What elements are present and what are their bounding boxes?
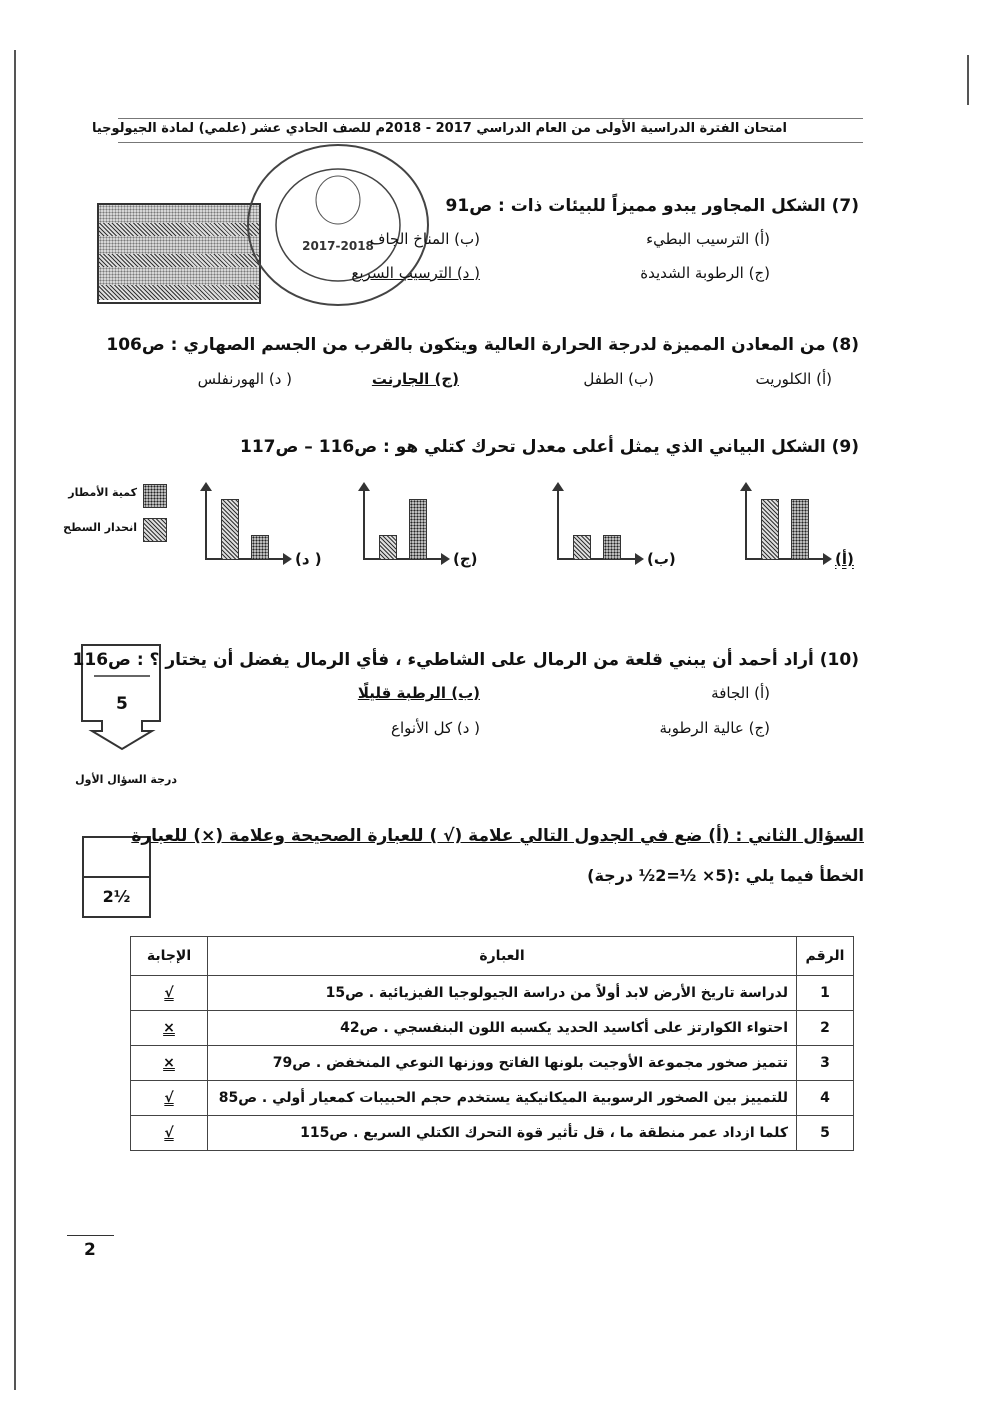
true-false-table (130, 936, 854, 1151)
row-number: 4 (797, 1081, 854, 1116)
exam-header: امتحان الفترة الدراسية الأولى من العام الدراسي 2017 - 2018م للصف الحادي عشر (علمي) لمادة الجيولوجيا (91, 121, 787, 136)
q2-score-value: 2½ (102, 887, 131, 906)
q7-option-d[interactable]: ( د) الترسيب السريع (351, 264, 480, 282)
q8-option-d[interactable]: ( د) الهورنفلس (197, 370, 292, 388)
right-edge-mark (967, 55, 969, 105)
table-row (131, 1116, 854, 1151)
option-chart[interactable] (745, 488, 854, 568)
q1-score-label: درجة السؤال الأول (75, 773, 177, 786)
q10-text: (10) أراد أحمد أن يبني قلعة من الرمال على الشاطيء ، فأي الرمال يفضل أن يختار ؟ : ص116 (72, 650, 859, 670)
bar-slope (221, 499, 239, 560)
header-number: الرقم (797, 937, 854, 976)
row-statement: كلما ازداد عمر منطقة ما ، قل تأثير قوة التحرك الكتلي السريع . ص115 (208, 1116, 797, 1151)
header-rule-top (118, 118, 863, 119)
row-number: 2 (797, 1011, 854, 1046)
row-number: 1 (797, 976, 854, 1011)
x-axis (745, 558, 825, 560)
x-axis (557, 558, 637, 560)
legend-slope-label: انحدار السطح (63, 521, 137, 534)
q7-option-c[interactable]: (ج) الرطوبة الشديدة (640, 264, 770, 282)
arrow-right-icon (635, 553, 644, 565)
table-row (131, 1046, 854, 1081)
bar-rain (409, 499, 427, 560)
stamp-year: 2017-2018 (302, 239, 374, 253)
sediment-layers-figure (97, 203, 261, 304)
bar-rain (791, 499, 809, 560)
legend-rain-label: كمية الأمطار (68, 486, 137, 499)
row-statement: لدراسة تاريخ الأرض لابد أولاً من دراسة الجيولوجيا الفيزيائية . ص15 (208, 976, 797, 1011)
q7-text: (7) الشكل المجاور يبدو مميزاً للبيئات ذات : ص91 (445, 196, 859, 216)
footer-rule (67, 1235, 114, 1236)
bar-slope (379, 535, 397, 560)
bar-slope (573, 535, 591, 560)
row-answer[interactable]: × (131, 1046, 208, 1081)
q10-option-b[interactable]: (ب) الرطبة قليلًا (357, 684, 480, 702)
q8-option-b[interactable]: (ب) الطفل (583, 370, 654, 388)
q2-instructions-line2: الخطأ فيما يلي :(5× ½=2½ درجة) (587, 866, 864, 885)
y-axis (745, 488, 747, 560)
option-chart[interactable] (363, 488, 478, 568)
legend-slope-swatch (143, 518, 167, 542)
row-statement: للتمييز بين الصخور الرسوبية الميكانيكية يستخدم حجم الحبيبات كمعيار أولي . ص85 (208, 1081, 797, 1116)
q8-option-a[interactable]: (أ) الكلوريت (755, 370, 832, 388)
q9-text: (9) الشكل البياني الذي يمثل أعلى معدل تحرك كتلي هو : ص116 – ص117 (240, 437, 859, 457)
arrow-right-icon (283, 553, 292, 565)
y-axis (205, 488, 207, 560)
q7-option-b[interactable]: (ب) المناخ الجاف (369, 230, 480, 248)
q1-score-value: 5 (116, 694, 128, 714)
q2-instructions-line1: السؤال الثاني : (أ) ضع في الجدول التالي علامة (√ ) للعبارة الصحيحة وعلامة (×) للعبارة (131, 826, 864, 846)
ministry-stamp (243, 140, 433, 310)
x-axis (363, 558, 443, 560)
arrow-right-icon (441, 553, 450, 565)
row-number: 5 (797, 1116, 854, 1151)
chart-label: (ج) (453, 550, 478, 568)
q10-option-a[interactable]: (أ) الجافة (711, 684, 770, 702)
bar-rain (603, 535, 621, 560)
header-answer: الإجابة (131, 937, 208, 976)
bar-slope (761, 499, 779, 560)
page-number: 2 (84, 1240, 96, 1260)
row-answer[interactable]: √ (131, 1116, 208, 1151)
table-row (131, 1081, 854, 1116)
bar-rain (251, 535, 269, 560)
header-statement: العبارة (208, 937, 797, 976)
q2-score-box (82, 836, 151, 918)
q8-option-c[interactable]: (ج) الجارنت (371, 370, 459, 388)
legend-rain-swatch (143, 484, 167, 508)
row-answer[interactable]: × (131, 1011, 208, 1046)
row-number: 3 (797, 1046, 854, 1081)
table-row (131, 976, 854, 1011)
row-answer[interactable]: √ (131, 1081, 208, 1116)
row-statement: تتميز صخور مجموعة الأوجيت بلونها الفاتح ووزنها النوعي المنخفض . ص79 (208, 1046, 797, 1081)
y-axis (557, 488, 559, 560)
chart-label: (ب) (647, 550, 676, 568)
option-chart[interactable] (557, 488, 676, 568)
q10-option-c[interactable]: (ج) عالية الرطوبة (659, 719, 770, 737)
q7-option-a[interactable]: (أ) الترسيب البطيء (646, 230, 770, 248)
x-axis (205, 558, 285, 560)
arrow-right-icon (823, 553, 832, 565)
header-rule-bottom (118, 142, 863, 143)
left-margin-line (14, 50, 16, 1390)
q10-option-d[interactable]: ( د) كل الأنواع (391, 719, 480, 737)
chart-label: ( د) (295, 550, 322, 568)
row-answer[interactable]: √ (131, 976, 208, 1011)
chart-label: (أ) (835, 550, 854, 568)
q8-text: (8) من المعادن المميزة لدرجة الحرارة العالية ويتكون بالقرب من الجسم الصهاري : ص106 (106, 335, 859, 355)
y-axis (363, 488, 365, 560)
option-chart[interactable] (205, 488, 322, 568)
table-row (131, 1011, 854, 1046)
row-statement: احتواء الكوارتز على أكاسيد الحديد يكسبه اللون البنفسجي . ص42 (208, 1011, 797, 1046)
